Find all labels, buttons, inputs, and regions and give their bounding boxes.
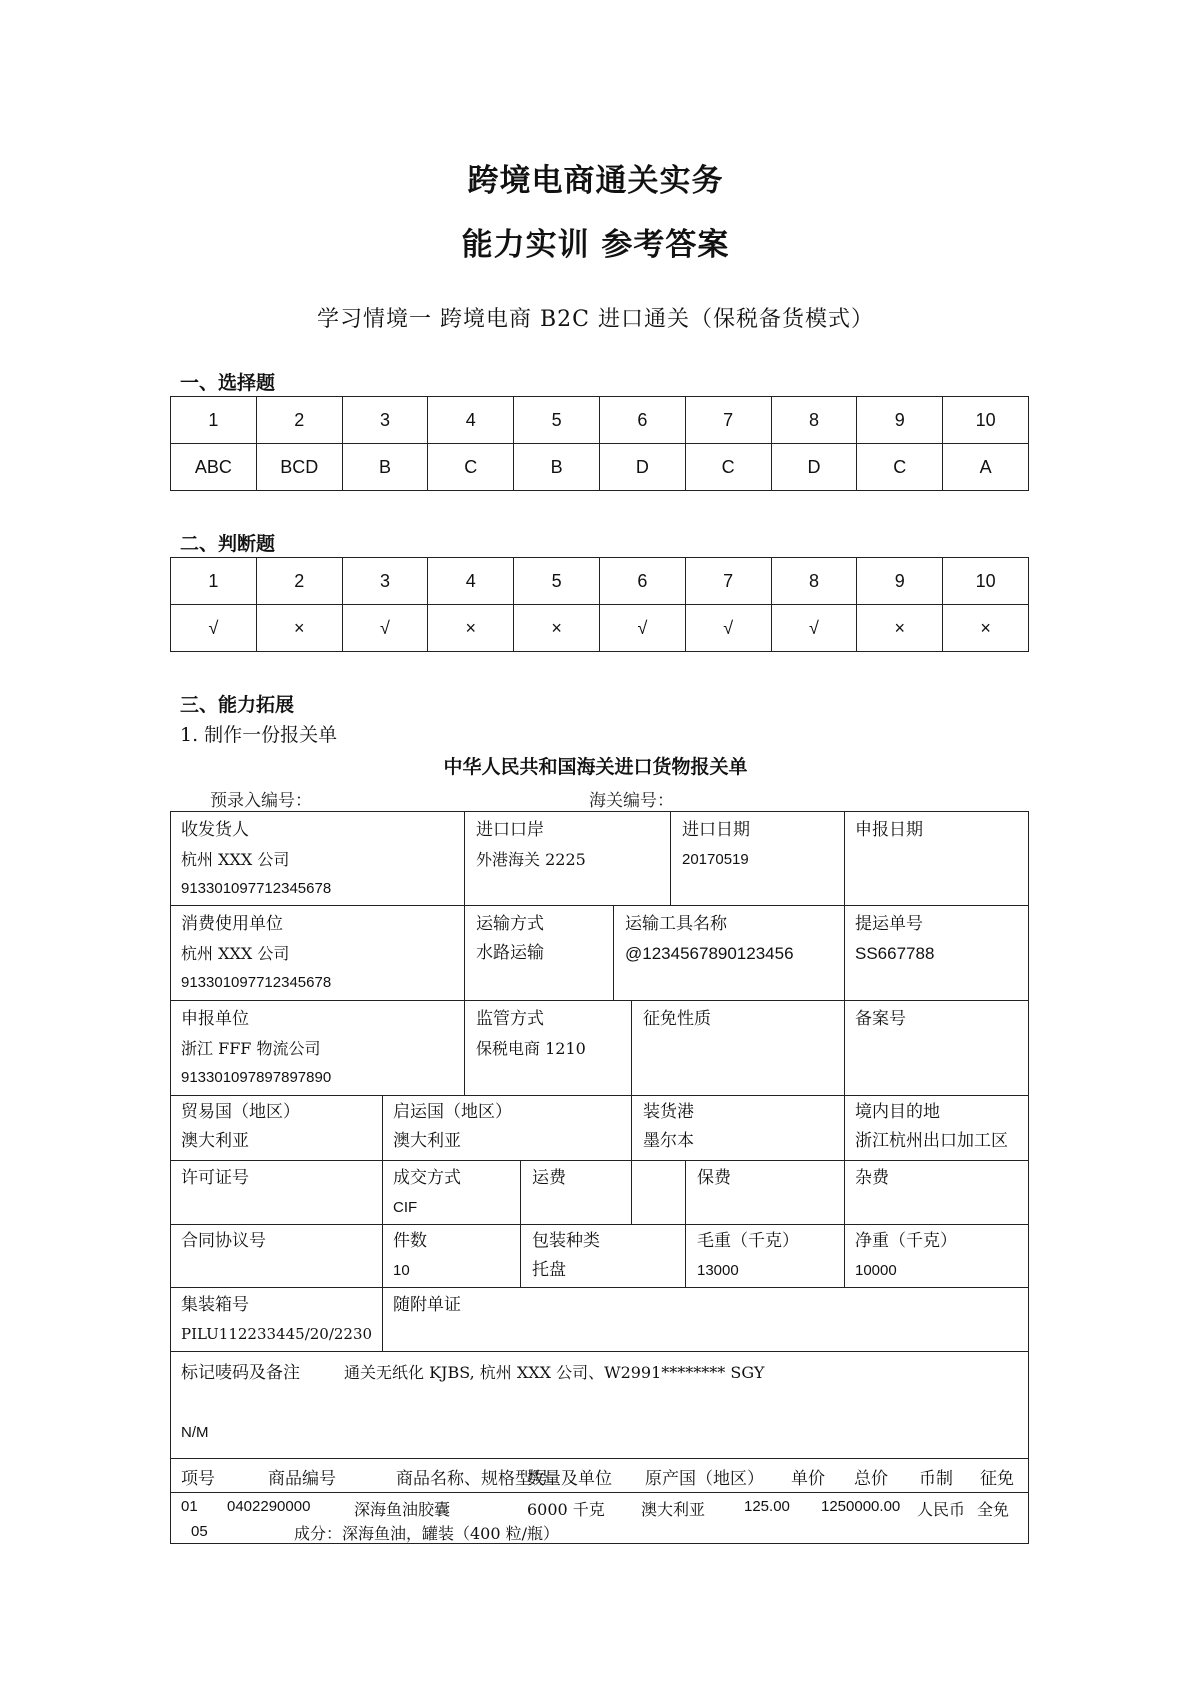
gross-weight-cell [697, 1227, 799, 1285]
consignee-label: 收发货人 [181, 820, 249, 840]
pre-entry-label: 预录入编号： [210, 791, 312, 811]
choice-answer-table [170, 396, 1029, 491]
pieces-label: 件数 [393, 1231, 427, 1251]
import-port-value: 外港海关 2225 [476, 850, 586, 869]
judge-answer: √ [685, 605, 771, 652]
goods-header-price: 单价 [791, 1469, 825, 1489]
consignee-cell [181, 816, 331, 903]
consumer-code: 913301097712345678 [181, 974, 332, 991]
contract-cell [181, 1227, 266, 1256]
goods-unit-price: 125.00 [744, 1498, 790, 1515]
judge-answer: √ [599, 605, 685, 652]
choice-number: 6 [599, 397, 685, 444]
package-label: 包装种类 [532, 1231, 600, 1251]
goods-header-total: 总价 [854, 1469, 888, 1489]
destination-cell [855, 1098, 1008, 1156]
judge-answer: √ [171, 605, 257, 652]
goods-header-origin: 原产国（地区） [645, 1469, 764, 1489]
loading-port-cell [643, 1098, 694, 1156]
goods-spec: 成分：深海鱼油，罐装（400 粒/瓶） [294, 1524, 560, 1543]
document-subtitle-answer: 能力实训 参考答案 [461, 227, 730, 263]
gross-weight-value: 13000 [697, 1262, 739, 1279]
judge-number: 7 [685, 558, 771, 605]
gross-weight-label: 毛重（千克） [697, 1231, 799, 1251]
terms-label: 成交方式 [393, 1168, 461, 1188]
container-cell [181, 1291, 372, 1349]
license-cell [181, 1164, 249, 1193]
bill-label: 提运单号 [855, 914, 923, 934]
goods-item-no: 01 [181, 1498, 198, 1515]
import-port-label: 进口口岸 [476, 820, 544, 840]
supervision-cell [476, 1005, 586, 1063]
vessel-label: 运输工具名称 [625, 914, 727, 934]
freight-cell [532, 1164, 566, 1193]
vessel-cell [625, 910, 794, 968]
exemption-cell [643, 1005, 711, 1034]
loading-port-value: 墨尔本 [643, 1131, 694, 1151]
misc-cell [855, 1164, 889, 1193]
marks-label: 标记唛码及备注 [181, 1363, 300, 1383]
choice-number: 4 [428, 397, 514, 444]
container-value: PILU112233445/20/2230 [181, 1325, 373, 1343]
task-item: 1. 制作一份报关单 [180, 724, 338, 746]
vessel-value: @1234567890123456 [625, 944, 794, 963]
trade-country-label: 贸易国（地区） [181, 1102, 300, 1122]
declare-date-label: 申报日期 [855, 820, 923, 840]
customs-no-label: 海关编号： [589, 791, 674, 811]
freight-label: 运费 [532, 1168, 566, 1188]
marks-nm: N/M [181, 1424, 209, 1441]
judge-number: 9 [857, 558, 943, 605]
judge-number: 3 [342, 558, 428, 605]
goods-total-price: 1250000.00 [821, 1498, 901, 1515]
goods-item-no-2: 05 [191, 1523, 208, 1540]
consignee-name: 杭州 XXX 公司 [181, 850, 290, 869]
choice-number: 8 [771, 397, 857, 444]
document-title: 跨境电商通关实务 [467, 163, 724, 199]
transport-mode-label: 运输方式 [476, 914, 544, 934]
import-port-cell [476, 816, 586, 874]
judge-number: 2 [256, 558, 342, 605]
choice-number: 9 [857, 397, 943, 444]
license-label: 许可证号 [181, 1168, 249, 1188]
goods-header-levy: 征免 [980, 1469, 1014, 1489]
declarant-label: 申报单位 [181, 1009, 249, 1029]
judge-answer-row [171, 605, 1029, 652]
contract-label: 合同协议号 [181, 1231, 266, 1251]
supervision-value: 保税电商 1210 [476, 1039, 586, 1058]
package-value: 托盘 [532, 1260, 566, 1280]
judge-answer: √ [342, 605, 428, 652]
documents-label: 随附单证 [393, 1295, 461, 1315]
consumer-cell [181, 910, 331, 997]
customs-declaration-form [170, 811, 1029, 1544]
import-date-label: 进口日期 [682, 820, 750, 840]
goods-header-name: 商品名称、规格型号 [396, 1469, 549, 1489]
declarant-code: 913301097897897890 [181, 1069, 332, 1086]
pieces-value: 10 [393, 1262, 410, 1279]
trade-country-value: 澳大利亚 [181, 1131, 249, 1151]
container-label: 集装箱号 [181, 1295, 249, 1315]
judge-number: 5 [514, 558, 600, 605]
judge-answer: × [256, 605, 342, 652]
goods-qty: 6000 千克 [527, 1500, 605, 1519]
judge-answer: × [857, 605, 943, 652]
goods-currency: 人民币 [917, 1500, 966, 1519]
choice-answer: B [514, 444, 600, 491]
misc-label: 杂费 [855, 1168, 889, 1188]
declarant-name: 浙江 FFF 物流公司 [181, 1039, 321, 1058]
judge-number: 10 [943, 558, 1029, 605]
judge-answer: × [514, 605, 600, 652]
transport-mode-value: 水路运输 [476, 943, 544, 963]
terms-cell [393, 1164, 461, 1222]
goods-header-code: 商品编号 [268, 1469, 336, 1489]
goods-name: 深海鱼油胶囊 [354, 1500, 451, 1519]
choice-number: 2 [256, 397, 342, 444]
judge-answer: × [428, 605, 514, 652]
customs-form-title: 中华人民共和国海关进口货物报关单 [443, 756, 748, 778]
net-weight-value: 10000 [855, 1262, 897, 1279]
judge-answer-table [170, 557, 1029, 652]
depart-country-value: 澳大利亚 [393, 1131, 461, 1151]
choice-answer: C [685, 444, 771, 491]
choice-answer: C [428, 444, 514, 491]
marks-value: 通关无纸化 KJBS, 杭州 XXX 公司、W2991******** SGY [344, 1363, 765, 1382]
section-extension-heading: 三、能力拓展 [180, 694, 295, 716]
depart-country-label: 启运国（地区） [393, 1102, 512, 1122]
choice-answer: D [771, 444, 857, 491]
choice-answer: D [599, 444, 685, 491]
documents-cell [393, 1291, 461, 1320]
goods-header-no: 项号 [181, 1469, 215, 1489]
goods-levy: 全免 [977, 1500, 1010, 1519]
section-judge-heading: 二、判断题 [180, 533, 276, 555]
goods-code: 0402290000 [227, 1498, 311, 1515]
pieces-cell [393, 1227, 427, 1285]
section-choice-heading: 一、选择题 [180, 372, 276, 394]
judge-number: 1 [171, 558, 257, 605]
choice-number: 7 [685, 397, 771, 444]
judge-number: 6 [599, 558, 685, 605]
choice-number-row [171, 397, 1029, 444]
goods-header-currency: 币制 [919, 1469, 953, 1489]
package-cell [532, 1227, 600, 1285]
choice-answer: A [943, 444, 1029, 491]
net-weight-cell [855, 1227, 957, 1285]
net-weight-label: 净重（千克） [855, 1231, 957, 1251]
declare-date-cell [855, 816, 923, 845]
judge-answer: × [943, 605, 1029, 652]
record-cell [855, 1005, 906, 1034]
exemption-label: 征免性质 [643, 1009, 711, 1029]
insurance-label: 保费 [697, 1168, 731, 1188]
destination-label: 境内目的地 [855, 1102, 940, 1122]
loading-port-label: 装货港 [643, 1102, 694, 1122]
consumer-name: 杭州 XXX 公司 [181, 944, 290, 963]
consignee-code: 913301097712345678 [181, 880, 332, 897]
consumer-label: 消费使用单位 [181, 914, 283, 934]
supervision-label: 监管方式 [476, 1009, 544, 1029]
choice-answer: ABC [171, 444, 257, 491]
record-label: 备案号 [855, 1009, 906, 1029]
judge-number: 8 [771, 558, 857, 605]
scenario-heading: 学习情境一 跨境电商 B2C 进口通关（保税备货模式） [317, 307, 874, 332]
declarant-cell [181, 1005, 331, 1092]
depart-country-cell [393, 1098, 512, 1156]
terms-value: CIF [393, 1199, 418, 1216]
choice-number: 10 [943, 397, 1029, 444]
bill-value: SS667788 [855, 944, 935, 963]
import-date-cell [682, 816, 750, 874]
choice-answer-row [171, 444, 1029, 491]
choice-number: 1 [171, 397, 257, 444]
choice-answer: B [342, 444, 428, 491]
transport-mode-cell [476, 910, 544, 968]
import-date-value: 20170519 [682, 851, 749, 868]
judge-answer: √ [771, 605, 857, 652]
choice-number: 5 [514, 397, 600, 444]
choice-number: 3 [342, 397, 428, 444]
bill-cell [855, 910, 934, 968]
goods-header-qty: 数量及单位 [527, 1469, 612, 1489]
destination-value: 浙江杭州出口加工区 [855, 1131, 1008, 1151]
judge-number: 4 [428, 558, 514, 605]
trade-country-cell [181, 1098, 300, 1156]
choice-answer: BCD [256, 444, 342, 491]
goods-origin: 澳大利亚 [641, 1500, 706, 1519]
judge-number-row [171, 558, 1029, 605]
insurance-cell [697, 1164, 731, 1193]
choice-answer: C [857, 444, 943, 491]
